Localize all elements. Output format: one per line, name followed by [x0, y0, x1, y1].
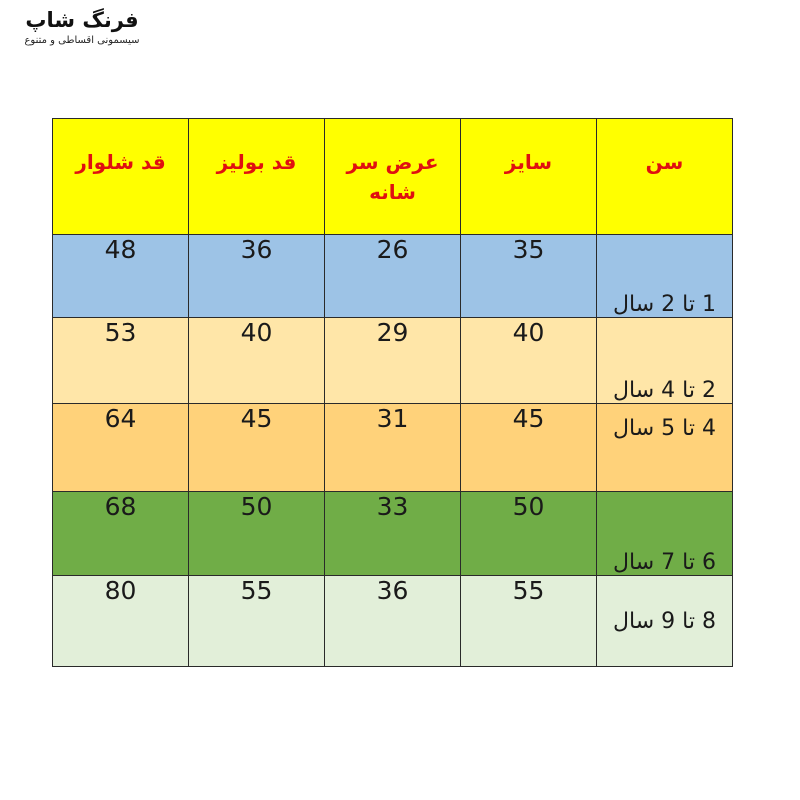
cell-size: 40 [461, 318, 597, 404]
cell-size: 45 [461, 404, 597, 492]
header-size: سایز [461, 119, 597, 235]
cell-size: 50 [461, 492, 597, 576]
table-row [53, 318, 733, 404]
cell-top-length: 40 [189, 318, 325, 404]
cell-top-length: 50 [189, 492, 325, 576]
header-pants-length: قد شلوار [53, 119, 189, 235]
brand-logo [8, 6, 156, 48]
cell-shoulder-width: 31 [325, 404, 461, 492]
cell-shoulder-width: 36 [325, 576, 461, 667]
brand-tagline: سیسمونی اقساطی و متنوع [24, 35, 140, 46]
cell-top-length: 36 [189, 235, 325, 318]
header-top-length: قد بولیز [189, 119, 325, 235]
header-shoulder-width: عرض سر شانه [325, 119, 461, 235]
size-chart-table [52, 118, 733, 667]
table-row [53, 235, 733, 318]
cell-top-length: 55 [189, 576, 325, 667]
cell-shoulder-width: 29 [325, 318, 461, 404]
cell-pants-length: 68 [53, 492, 189, 576]
cell-pants-length: 64 [53, 404, 189, 492]
cell-age: 4 تا 5 سال [597, 404, 733, 492]
table-header-row [53, 119, 733, 235]
cell-age: 2 تا 4 سال [597, 318, 733, 404]
table-row [53, 404, 733, 492]
cell-pants-length: 48 [53, 235, 189, 318]
cell-shoulder-width: 33 [325, 492, 461, 576]
cell-age: 8 تا 9 سال [597, 576, 733, 667]
cell-size: 35 [461, 235, 597, 318]
cell-size: 55 [461, 576, 597, 667]
cell-pants-length: 80 [53, 576, 189, 667]
cell-age: 1 تا 2 سال [597, 235, 733, 318]
cell-age: 6 تا 7 سال [597, 492, 733, 576]
cell-pants-length: 53 [53, 318, 189, 404]
header-age: سن [597, 119, 733, 235]
brand-name: فرنگ شاپ [25, 8, 139, 32]
cell-shoulder-width: 26 [325, 235, 461, 318]
cell-top-length: 45 [189, 404, 325, 492]
table-row [53, 492, 733, 576]
table-row [53, 576, 733, 667]
